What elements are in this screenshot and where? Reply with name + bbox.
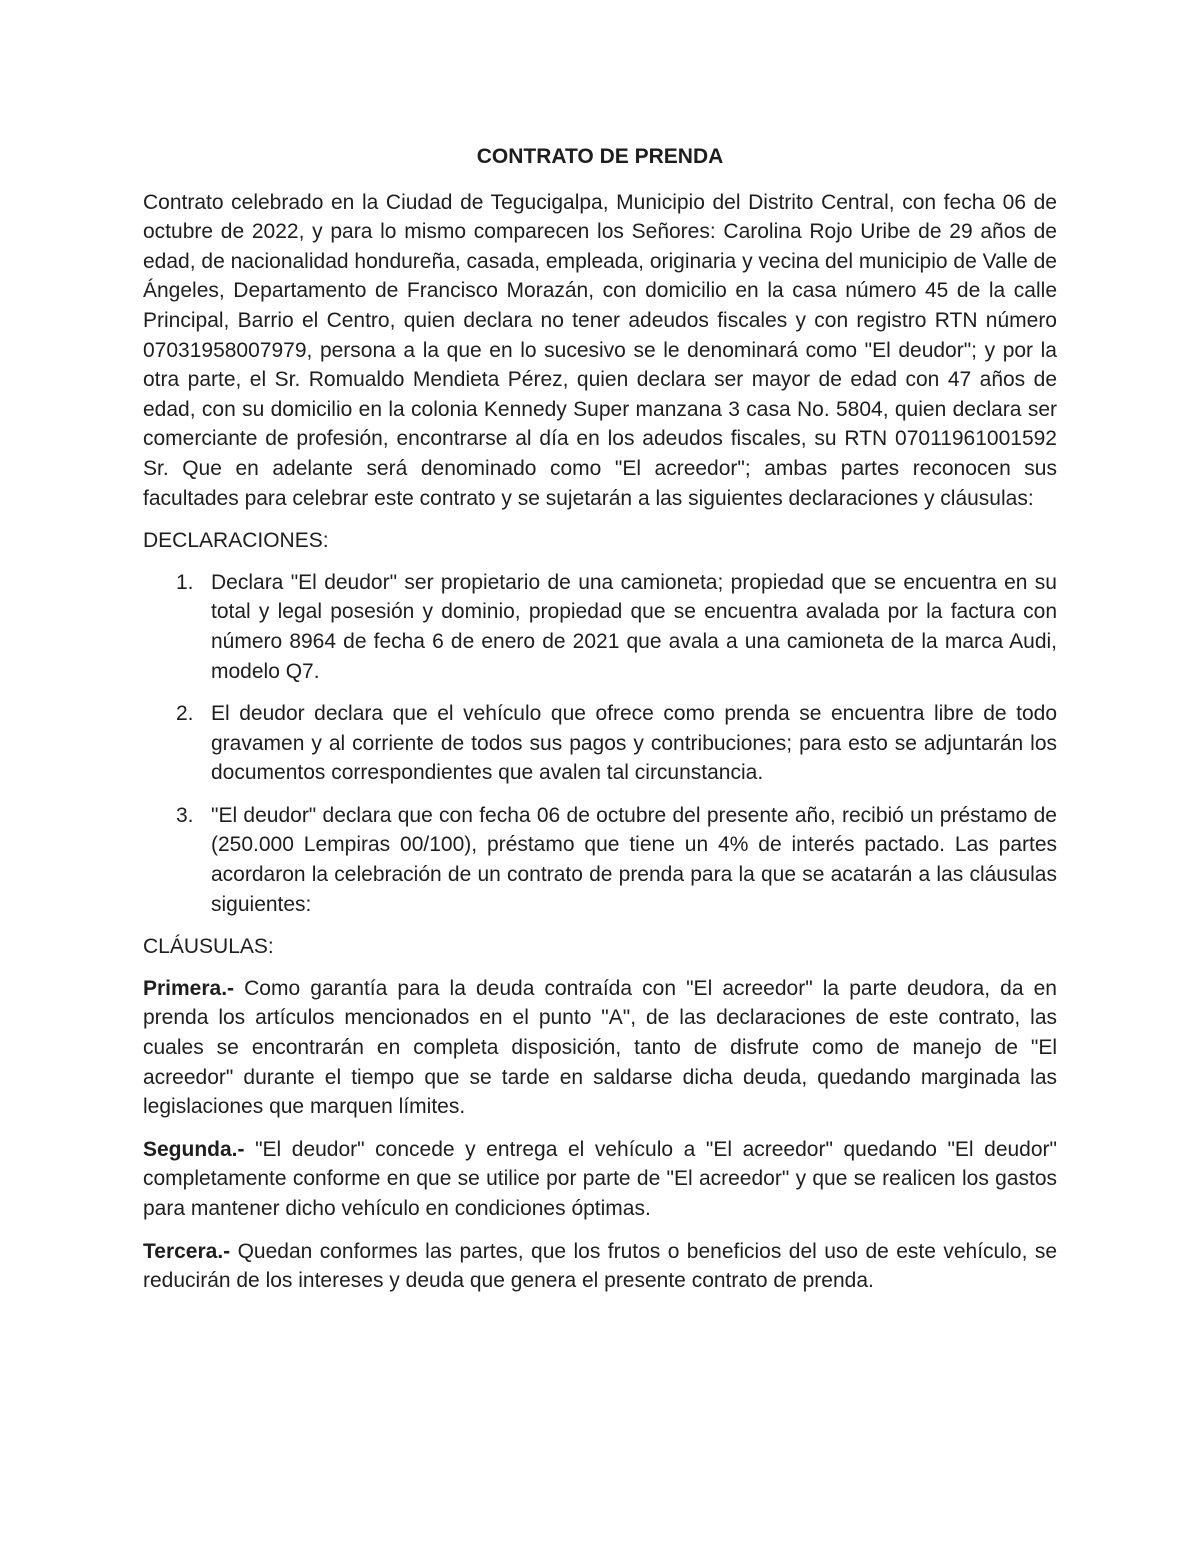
document-title: CONTRATO DE PRENDA (476, 145, 724, 168)
clause-label: Primera.- (143, 976, 235, 1000)
clauses-heading: CLÁUSULAS: (143, 935, 274, 959)
clause-text: Como garantía para la deuda contraída con "El acreedor" la parte deudora, da en prenda los artículos mencionados en el punto "A", de las declaraciones de este contrato, las cuales se encontrarán en completa disposición, tanto de disfrute como de manejo de "El acreedor" durante el tiempo que se tarde en saldarse dicha deuda, quedando marginada las legislaciones que marquen límites. (143, 976, 1057, 1119)
declaration-number: 1. (176, 570, 194, 594)
declaration-item (143, 801, 1057, 919)
clause-label: Tercera.- (143, 1239, 231, 1263)
clause-paragraph (143, 1237, 1057, 1296)
declaration-number: 2. (176, 702, 194, 726)
declarations-heading: DECLARACIONES: (143, 529, 329, 553)
clause-text: "El deudor" concede y entrega el vehículo a "El acreedor" quedando "El deudor" completamente conforme en que se utilice por parte de "El acreedor" y que se realicen los gastos para mantener dicho vehículo en condiciones óptimas. (143, 1137, 1057, 1220)
declaration-item (143, 568, 1057, 686)
declaration-text: El deudor declara que el vehículo que ofrece como prenda se encuentra libre de todo gravamen y al corriente de todos sus pagos y contribuciones; para esto se adjuntarán los documentos correspondientes que avalen tal circunstancia. (211, 702, 1057, 785)
declaration-text: Declara "El deudor" ser propietario de una camioneta; propiedad que se encuentra en su total y legal posesión y dominio, propiedad que se encuentra avalada por la factura con número 8964 de fecha 6 de enero de 2021 que avala a una camioneta de la marca Audi, modelo Q7. (211, 570, 1057, 683)
clause-label: Segunda.- (143, 1137, 245, 1161)
clause-text: Quedan conformes las partes, que los frutos o beneficios del uso de este vehículo, se reducirán de los intereses y deuda que genera el presente contrato de prenda. (143, 1239, 1057, 1293)
declaration-number: 3. (176, 803, 194, 827)
clause-paragraph (143, 974, 1057, 1122)
declaration-text: "El deudor" declara que con fecha 06 de octubre del presente año, recibió un préstamo de (250.000 Lempiras 00/100), préstamo que tiene un 4% de interés pactado. Las partes acordaron la celebración de un contrato de prenda para la que se acatarán a las cláusulas siguientes: (211, 803, 1057, 916)
declarations-list (143, 568, 1057, 920)
declaration-item (143, 699, 1057, 788)
clause-paragraph (143, 1135, 1057, 1224)
document-page (143, 142, 1057, 1309)
intro-paragraph: Contrato celebrado en la Ciudad de Tegucigalpa, Municipio del Distrito Central, con fecha 06 de octubre de 2022, y para lo mismo comparecen los Señores: Carolina Rojo Uribe de 29 años de edad, de nacionalidad hondureña, casada, empleada, originaria y vecina del municipio de Valle de Ángeles, Departamento de Francisco Morazán, con domicilio en la casa número 45 de la calle Principal, Barrio el Centro, quien declara no tener adeudos fiscales y con registro RTN número 07031958007979, persona a la que en lo sucesivo se le denominará como "El deudor"; y por la otra parte, el Sr. Romualdo Mendieta Pérez, quien declara ser mayor de edad con 47 años de edad, con su domicilio en la colonia Kennedy Super manzana 3 casa No. 5804, quien declara ser comerciante de profesión, encontrarse al día en los adeudos fiscales, su RTN 07011961001592 Sr. Que en adelante será denominado como "El acreedor"; ambas partes reconocen sus facultades para celebrar este contrato y se sujetarán a las siguientes declaraciones y cláusulas: (143, 190, 1057, 510)
